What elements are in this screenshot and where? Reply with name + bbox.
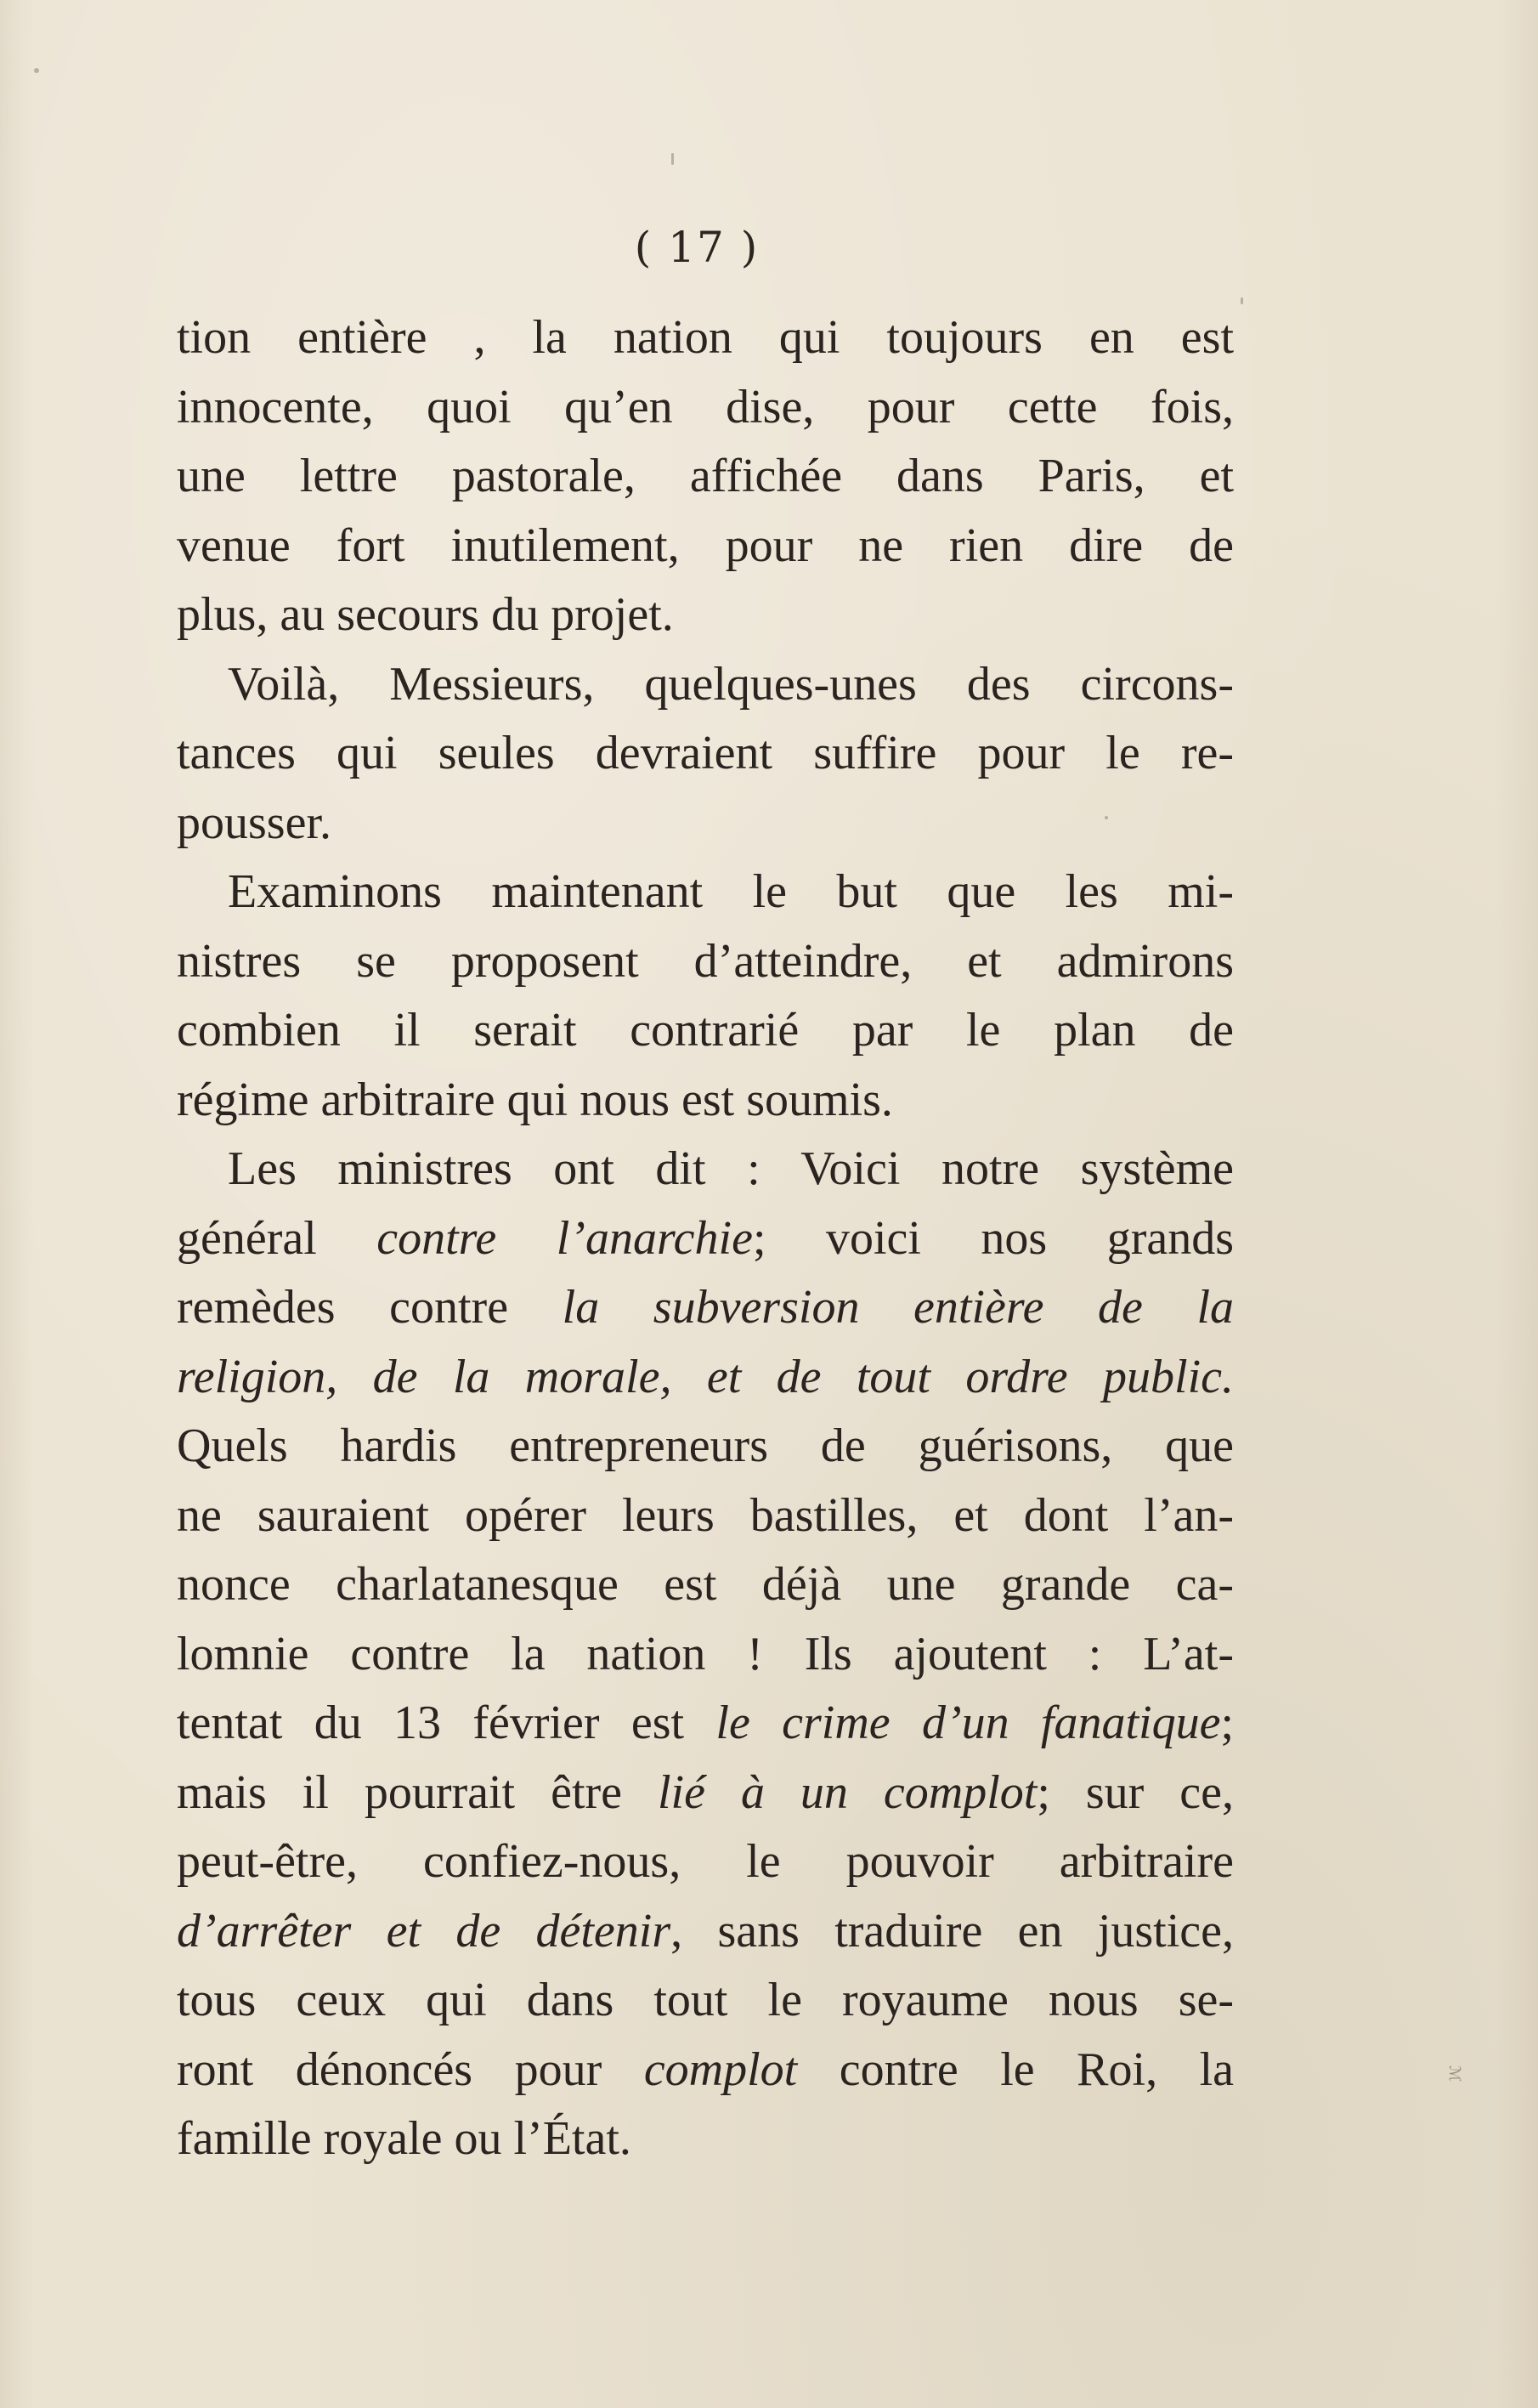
margin-annotation: ℳ bbox=[1445, 2065, 1463, 2082]
paragraph-start-line: Examinons maintenant le but que les mi- bbox=[228, 865, 1234, 918]
text-line: plus, au secours du projet. bbox=[177, 588, 674, 641]
italic-segment: religion, de la morale, et de tout ordre public. bbox=[177, 1350, 1234, 1403]
text-line: une lettre pastorale, affichée dans Paris, et bbox=[177, 450, 1234, 502]
text-line: innocente, quoi qu’en dise, pour cette fois, bbox=[177, 380, 1234, 433]
paragraph-start-line: Les ministres ont dit : Voici notre système bbox=[228, 1142, 1234, 1195]
text-line: peut-être, confiez-nous, le pouvoir arbitraire bbox=[177, 1835, 1234, 1888]
roman-segment: ; bbox=[1220, 1697, 1234, 1749]
italic-segment: contre l’anarchie bbox=[376, 1211, 753, 1265]
text-line: tion entière , la nation qui toujours en est bbox=[177, 311, 1234, 364]
roman-segment: général bbox=[177, 1211, 377, 1265]
italic-segment: le crime d’un fanatique bbox=[715, 1697, 1221, 1749]
roman-segment: ; voici nos grands bbox=[752, 1211, 1235, 1265]
text-line: nistres se proposent d’atteindre, et admirons bbox=[177, 934, 1234, 988]
body-text bbox=[177, 303, 1234, 2174]
italic-segment: complot bbox=[643, 2043, 798, 2096]
italic-segment: la subversion entière de la bbox=[562, 1281, 1234, 1334]
roman-segment: ; sur ce, bbox=[1037, 1765, 1234, 1819]
italic-segment: lié à un complot bbox=[658, 1765, 1038, 1819]
text-line: venue fort inutilement, pour ne rien dire de bbox=[177, 518, 1234, 572]
roman-segment: ront dénoncés pour bbox=[177, 2043, 644, 2096]
text-line bbox=[177, 1343, 1234, 1413]
paper-speck bbox=[34, 68, 39, 73]
text-line: famille royale ou l’État. bbox=[177, 2112, 631, 2165]
roman-segment: remèdes contre bbox=[177, 1281, 563, 1334]
text-line bbox=[177, 1897, 1234, 1967]
text-line: tous ceux qui dans tout le royaume nous se- bbox=[177, 1974, 1234, 2026]
paper-speck bbox=[1105, 816, 1108, 819]
text-line: Quels hardis entrepreneurs de guérisons, que bbox=[177, 1419, 1234, 1472]
text-line: ne sauraient opérer leurs bastilles, et dont l’an- bbox=[177, 1488, 1234, 1542]
text-line: nonce charlatanesque est déjà une grande ca- bbox=[177, 1558, 1234, 1611]
text-line bbox=[177, 1689, 1234, 1759]
text-line: tances qui seules devraient suffire pour le re- bbox=[177, 727, 1234, 779]
text-line bbox=[177, 1273, 1234, 1343]
italic-segment: d’arrêter et de détenir bbox=[177, 1904, 671, 1958]
roman-segment: tentat du 13 février est bbox=[177, 1697, 716, 1749]
text-line: lomnie contre la nation ! Ils ajoutent : L’at- bbox=[177, 1627, 1234, 1680]
text-line bbox=[177, 1759, 1234, 1828]
text-line bbox=[177, 2036, 1234, 2105]
page-number: ( 17 ) bbox=[634, 223, 760, 272]
text-line bbox=[177, 1204, 1234, 1274]
paper-speck bbox=[1241, 297, 1243, 304]
roman-segment: , sans traduire en justice, bbox=[670, 1904, 1235, 1958]
roman-segment: contre le Roi, la bbox=[797, 2043, 1235, 2096]
paragraph-start-line: Voilà, Messieurs, quelques-unes des circons- bbox=[228, 657, 1234, 711]
roman-segment: mais il pourrait être bbox=[177, 1765, 658, 1819]
text-line: régime arbitraire qui nous est soumis. bbox=[177, 1073, 893, 1126]
paper-speck bbox=[671, 153, 674, 165]
text-line: combien il serait contrarié par le plan de bbox=[177, 1004, 1234, 1057]
text-line: pousser. bbox=[177, 796, 331, 849]
